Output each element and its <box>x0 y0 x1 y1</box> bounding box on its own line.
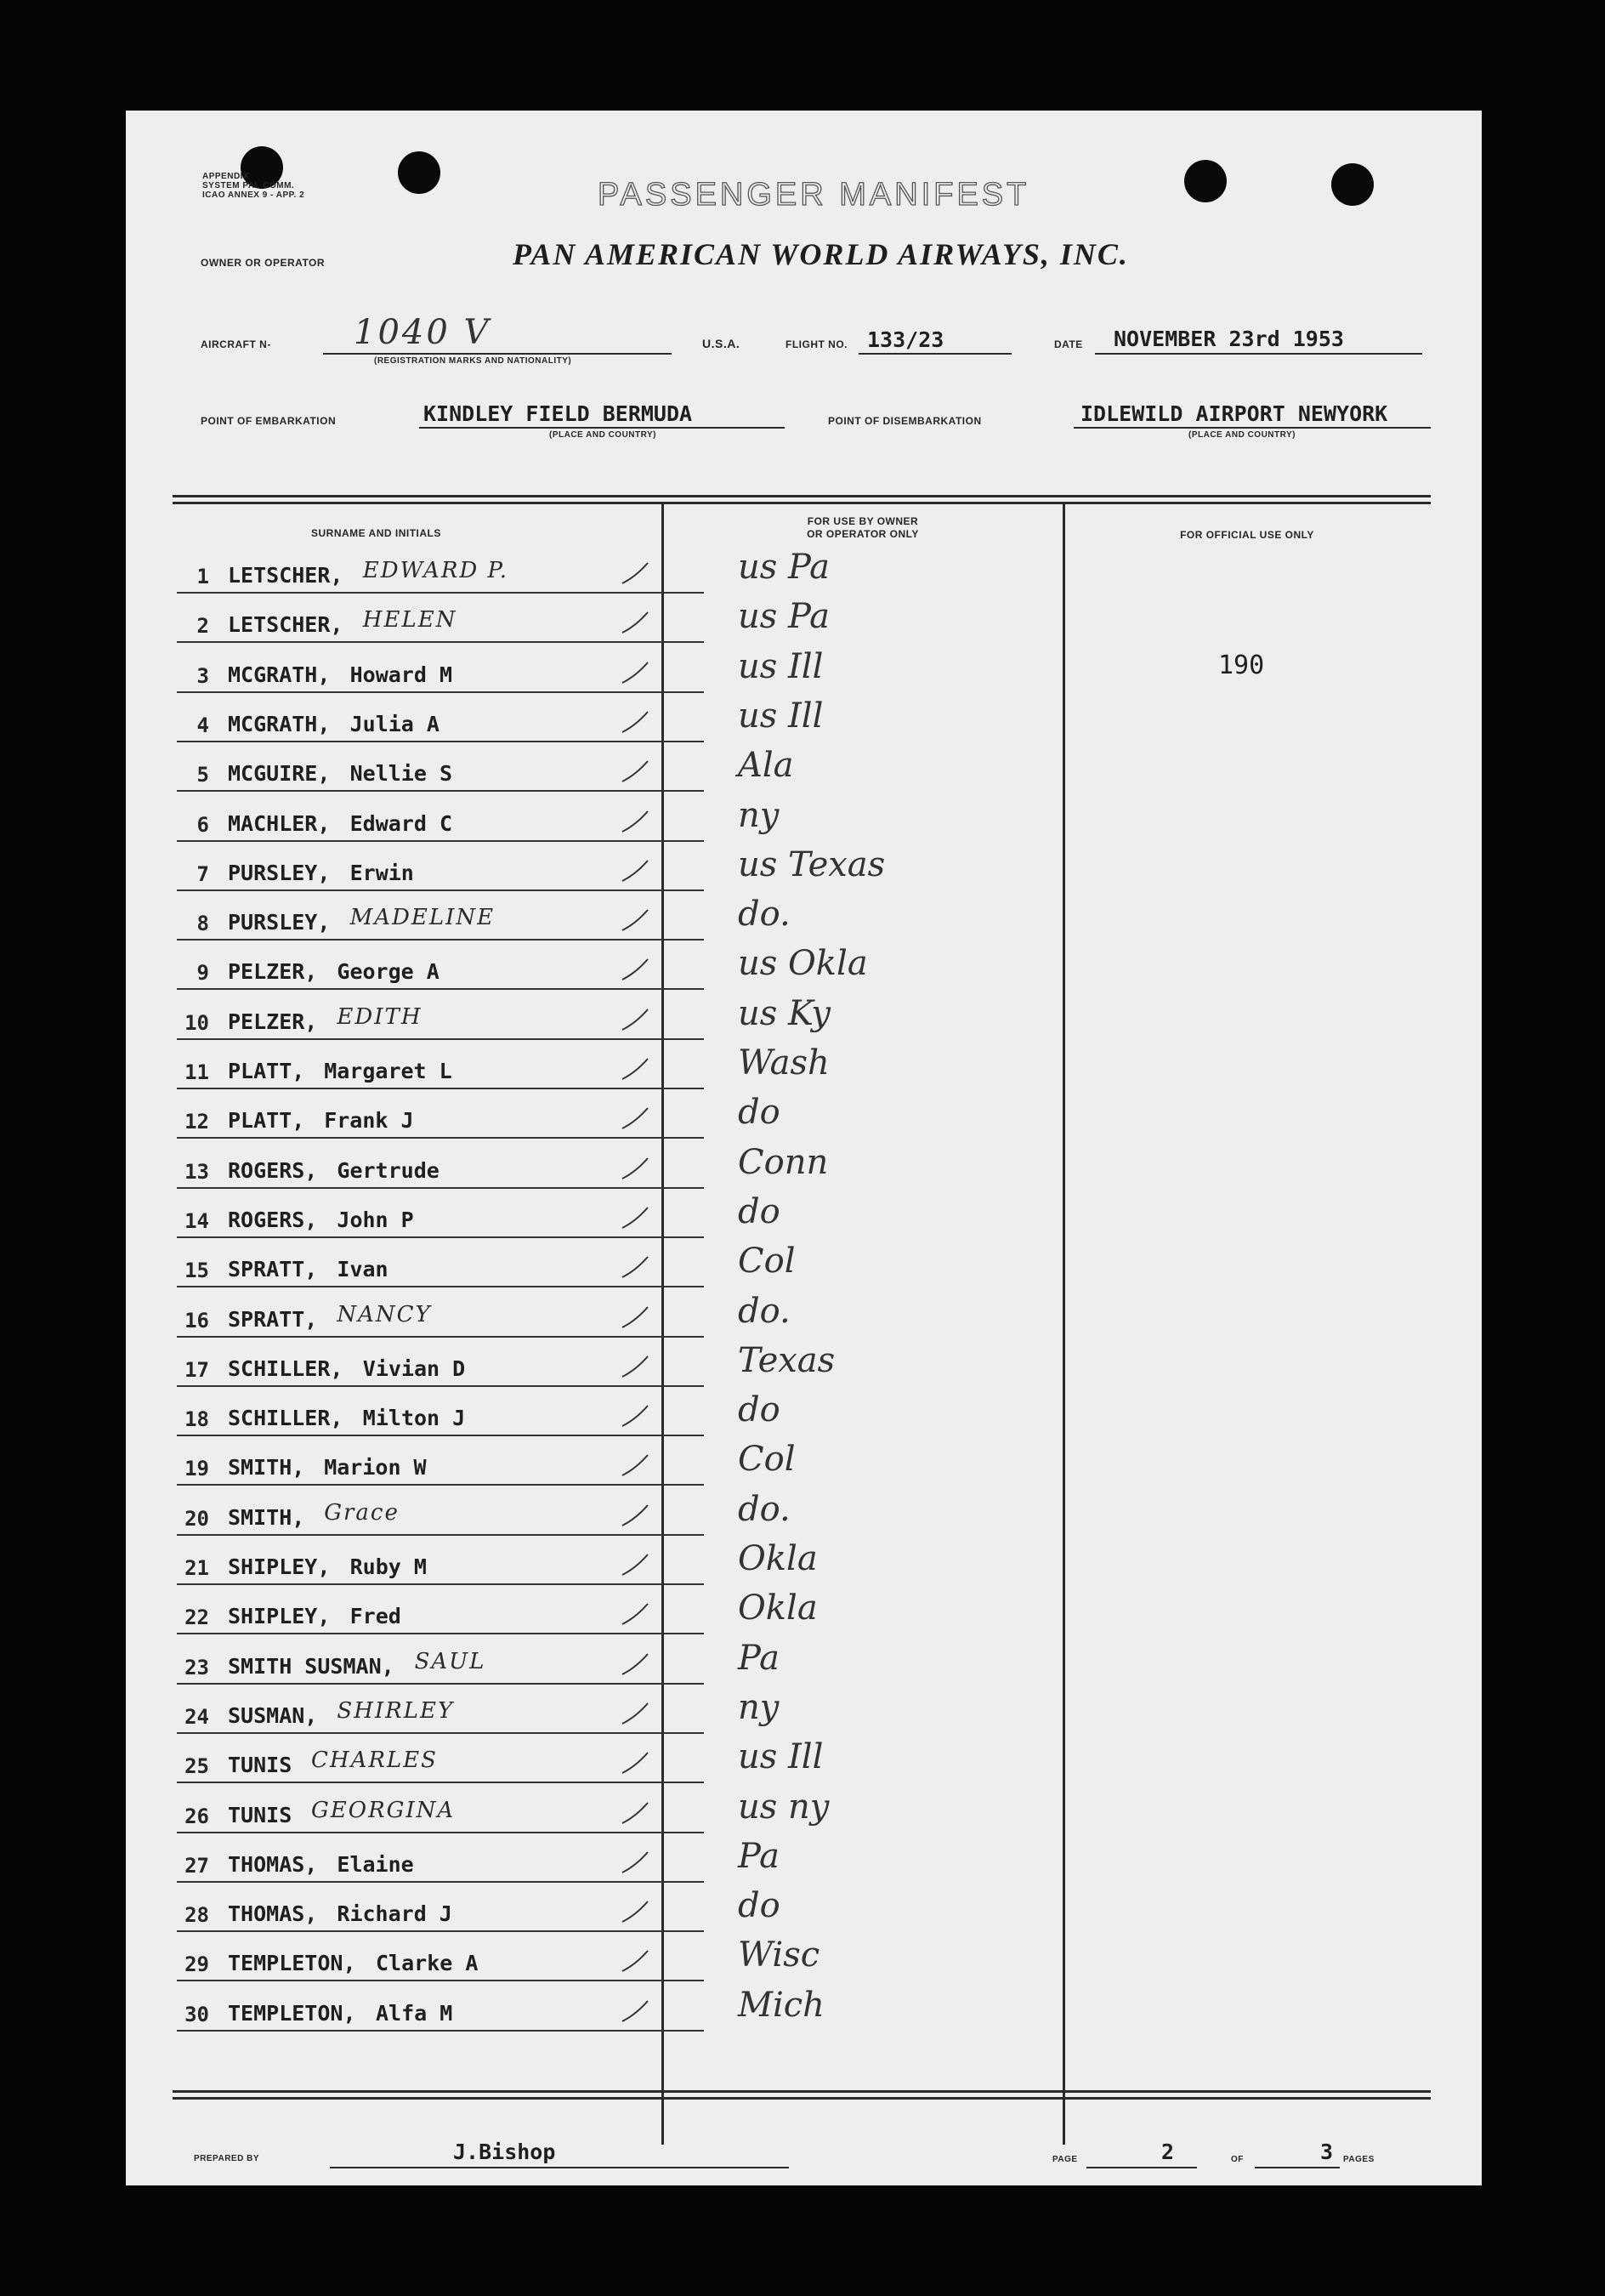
col-header-official: FOR OFFICIAL USE ONLY <box>1180 529 1314 541</box>
passenger-initials: SHIRLEY <box>337 1697 455 1724</box>
check-mark-icon <box>619 558 670 587</box>
passenger-origin: ny <box>738 1687 780 1727</box>
passenger-origin: Col <box>738 1440 796 1480</box>
row-number: 15 <box>184 1259 209 1283</box>
check-mark-icon <box>619 1698 670 1727</box>
passenger-initials: HELEN <box>362 607 457 634</box>
passenger-origin: us Okla <box>738 944 868 984</box>
row-number: 10 <box>184 1010 209 1035</box>
passenger-surname: THOMAS, <box>228 1901 318 1927</box>
registration-caption: (REGISTRATION MARKS AND NATIONALITY) <box>374 356 572 366</box>
col-header-owner-line1: FOR USE BY OWNER <box>807 515 919 527</box>
passenger-origin: Pa <box>738 1836 780 1876</box>
row-underline <box>177 2030 704 2032</box>
date-value: NOVEMBER 23rd 1953 <box>1114 327 1344 351</box>
form-ref-line: SYSTEM PAL COMM. <box>202 181 295 190</box>
row-number: 2 <box>196 614 209 639</box>
page-number: 2 <box>1161 2140 1175 2164</box>
row-number: 26 <box>184 1804 209 1828</box>
disembark-caption: (PLACE AND COUNTRY) <box>1188 430 1296 440</box>
table-row <box>126 1043 1482 1096</box>
of-label: OF <box>1231 2155 1244 2164</box>
passenger-initials: Marion W <box>324 1455 427 1480</box>
passenger-surname: TUNIS <box>228 1753 292 1778</box>
table-row <box>126 1242 1482 1294</box>
passenger-initials: MADELINE <box>349 905 496 931</box>
row-number: 27 <box>184 1853 209 1878</box>
row-number: 30 <box>184 2002 209 2026</box>
passenger-origin: us Pa <box>738 548 830 587</box>
row-number: 4 <box>196 713 209 737</box>
row-underline <box>177 1832 704 1833</box>
passenger-surname: PLATT, <box>228 1108 305 1134</box>
passenger-origin: Okla <box>738 1588 818 1628</box>
passenger-initials: EDWARD P. <box>362 558 509 583</box>
passenger-initials: Alfa M <box>376 2000 453 2026</box>
passenger-surname: SHIPLEY, <box>228 1604 331 1629</box>
table-row <box>126 1737 1482 1790</box>
check-mark-icon <box>619 707 670 736</box>
check-mark-icon <box>619 1946 670 1975</box>
row-number: 9 <box>196 961 209 986</box>
punch-hole <box>1331 163 1374 206</box>
passenger-surname: ROGERS, <box>228 1157 318 1183</box>
passenger-initials: Clarke A <box>376 1951 479 1976</box>
table-row <box>126 1093 1482 1145</box>
check-mark-icon <box>619 1599 670 1628</box>
passenger-initials: Nellie S <box>349 761 453 787</box>
embark-label: POINT OF EMBARKATION <box>201 415 337 427</box>
page-label: PAGE <box>1052 2155 1078 2164</box>
check-mark-icon <box>619 1450 670 1479</box>
passenger-initials: George A <box>337 959 440 985</box>
passenger-surname: SMITH SUSMAN, <box>228 1653 394 1679</box>
flight-value: 133/23 <box>867 327 944 352</box>
passenger-surname: LETSCHER, <box>228 563 343 588</box>
row-number: 11 <box>184 1060 209 1084</box>
disembark-label: POINT OF DISEMBARKATION <box>828 415 982 427</box>
check-mark-icon <box>619 1202 670 1231</box>
col-header-owner-line2: OR OPERATOR ONLY <box>807 528 919 540</box>
page-total: 3 <box>1320 2140 1334 2164</box>
row-underline <box>177 1683 704 1685</box>
usa-label: U.S.A. <box>702 337 740 350</box>
passenger-surname: SMITH, <box>228 1504 305 1530</box>
check-mark-icon <box>619 1054 670 1083</box>
check-mark-icon <box>619 756 670 785</box>
passenger-initials: Elaine <box>337 1851 414 1877</box>
row-underline <box>177 889 704 891</box>
passenger-initials: John P <box>337 1207 414 1232</box>
check-mark-icon <box>619 1996 670 2025</box>
table-row <box>126 1142 1482 1196</box>
passenger-surname: MCGUIRE, <box>228 761 331 787</box>
check-mark-icon <box>619 1103 670 1132</box>
row-underline <box>177 1187 704 1189</box>
passenger-surname: MCGRATH, <box>228 711 331 736</box>
row-number: 25 <box>184 1754 209 1779</box>
row-number: 16 <box>184 1308 209 1333</box>
passenger-origin: us Texas <box>738 844 886 884</box>
form-ref-line: APPENDIX <box>202 172 250 181</box>
prepared-value: J.Bishop <box>453 2140 556 2164</box>
row-number: 19 <box>184 1457 209 1481</box>
passenger-surname: MACHLER, <box>228 810 331 836</box>
table-row <box>126 696 1482 749</box>
passenger-origin: do. <box>738 1291 791 1331</box>
table-row <box>126 1588 1482 1641</box>
passenger-initials: NANCY <box>337 1301 432 1327</box>
row-underline <box>177 939 704 941</box>
form-reference <box>202 172 304 200</box>
row-underline <box>177 1881 704 1883</box>
row-underline <box>177 1137 704 1139</box>
embark-value: KINDLEY FIELD BERMUDA <box>423 401 693 426</box>
table-row <box>126 1191 1482 1245</box>
table-row <box>126 1787 1482 1840</box>
passenger-initials: Vivian D <box>362 1355 466 1381</box>
passenger-origin: Col <box>738 1242 796 1282</box>
check-mark-icon <box>619 954 670 983</box>
passenger-origin: us Ill <box>738 1737 824 1777</box>
passenger-origin: Conn <box>738 1142 829 1182</box>
passenger-origin: us ny <box>738 1787 830 1827</box>
table-row <box>126 844 1482 898</box>
table-row <box>126 944 1482 997</box>
table-row <box>126 1886 1482 1939</box>
table-row <box>126 1836 1482 1890</box>
passenger-surname: SHIPLEY, <box>228 1554 331 1579</box>
row-number: 12 <box>184 1110 209 1134</box>
check-mark-icon <box>619 1798 670 1827</box>
row-number: 23 <box>184 1655 209 1679</box>
row-underline <box>177 641 704 643</box>
check-mark-icon <box>619 1252 670 1281</box>
check-mark-icon <box>619 1153 670 1182</box>
row-underline <box>177 1782 704 1783</box>
row-number: 14 <box>184 1208 209 1233</box>
table-row <box>126 1489 1482 1543</box>
row-number: 1 <box>196 565 209 588</box>
passenger-surname: SCHILLER, <box>228 1355 343 1381</box>
form-ref-line: ICAO ANNEX 9 - APP. 2 <box>202 190 305 200</box>
passenger-surname: PELZER, <box>228 1009 318 1034</box>
row-underline <box>177 1633 704 1634</box>
disembark-value: IDLEWILD AIRPORT NEWYORK <box>1080 401 1388 426</box>
passenger-initials: Ruby M <box>349 1554 427 1579</box>
row-underline <box>177 1336 704 1338</box>
manifest-sheet <box>126 111 1482 2185</box>
row-underline <box>177 1286 704 1287</box>
row-number: 5 <box>196 763 209 787</box>
check-mark-icon <box>619 1401 670 1429</box>
table-row <box>126 1687 1482 1741</box>
passenger-initials: GEORGINA <box>311 1797 456 1823</box>
table-row <box>126 1440 1482 1492</box>
passenger-origin: do. <box>738 1489 791 1529</box>
passenger-surname: LETSCHER, <box>228 612 343 638</box>
check-mark-icon <box>619 1004 670 1033</box>
passenger-initials: Fred <box>349 1604 401 1629</box>
check-mark-icon <box>619 607 670 636</box>
table-row <box>126 746 1482 798</box>
row-number: 3 <box>196 663 209 688</box>
col-header-owner <box>663 515 1063 541</box>
embark-caption: (PLACE AND COUNTRY) <box>549 430 656 440</box>
row-number: 13 <box>184 1159 209 1184</box>
table-row <box>126 895 1482 947</box>
row-number: 24 <box>184 1704 209 1729</box>
table-row <box>126 795 1482 849</box>
passenger-initials: Howard M <box>349 662 453 687</box>
row-number: 28 <box>184 1903 209 1928</box>
passenger-surname: TEMPLETON, <box>228 2000 356 2026</box>
row-underline <box>177 1732 704 1734</box>
check-mark-icon <box>619 1500 670 1529</box>
passenger-origin: do <box>738 1390 780 1430</box>
passenger-surname: PELZER, <box>228 959 318 985</box>
row-underline <box>177 988 704 990</box>
check-mark-icon <box>619 806 670 835</box>
passenger-initials: Gertrude <box>337 1157 440 1183</box>
row-underline <box>177 1583 704 1585</box>
check-mark-icon <box>619 905 670 934</box>
passenger-origin: Pa <box>738 1638 780 1678</box>
check-mark-icon <box>619 1847 670 1876</box>
passenger-initials: EDITH <box>337 1003 423 1030</box>
row-number: 6 <box>196 812 209 837</box>
row-number: 18 <box>184 1407 209 1432</box>
row-underline <box>177 1930 704 1932</box>
row-underline <box>177 1088 704 1089</box>
row-number: 29 <box>184 1952 209 1977</box>
passenger-initials: Frank J <box>324 1108 414 1134</box>
passenger-surname: THOMAS, <box>228 1851 318 1877</box>
passenger-origin: Mich <box>738 1985 825 2025</box>
passenger-origin: Okla <box>738 1539 818 1578</box>
passenger-origin: Wisc <box>738 1935 820 1975</box>
passenger-origin: do <box>738 1886 780 1926</box>
check-mark-icon <box>619 1351 670 1380</box>
passenger-surname: SCHILLER, <box>228 1406 343 1431</box>
row-underline <box>177 840 704 842</box>
row-underline <box>177 741 704 742</box>
passenger-initials: Richard J <box>337 1901 452 1927</box>
passenger-origin: us Ill <box>738 696 824 736</box>
table-row <box>126 597 1482 650</box>
date-label: DATE <box>1054 338 1083 350</box>
row-number: 22 <box>184 1605 209 1630</box>
passenger-surname: PURSLEY, <box>228 910 331 935</box>
passenger-origin: us Ky <box>738 993 831 1033</box>
passenger-origin: Wash <box>738 1043 830 1083</box>
table-row <box>126 1390 1482 1443</box>
punch-hole <box>1184 160 1227 202</box>
passenger-surname: MCGRATH, <box>228 662 331 687</box>
prepared-label: PREPARED BY <box>194 2154 259 2163</box>
table-row <box>126 646 1482 700</box>
passenger-initials: SAUL <box>414 1648 486 1674</box>
aircraft-label: AIRCRAFT N- <box>201 338 271 350</box>
page-title: PASSENGER MANIFEST <box>598 177 1030 213</box>
passenger-surname: SMITH, <box>228 1455 305 1480</box>
flight-label: FLIGHT NO. <box>785 338 848 350</box>
check-mark-icon <box>619 1748 670 1776</box>
row-underline <box>177 1534 704 1536</box>
official-note: 190 <box>1218 651 1265 680</box>
punch-hole <box>398 151 440 194</box>
pages-label: PAGES <box>1343 2155 1375 2164</box>
passenger-initials: Milton J <box>362 1406 466 1431</box>
check-mark-icon <box>619 657 670 686</box>
table-row <box>126 1291 1482 1344</box>
passenger-origin: do. <box>738 895 791 935</box>
row-number: 7 <box>196 861 209 886</box>
passenger-origin: do <box>738 1093 780 1133</box>
table-row <box>126 548 1482 600</box>
row-underline <box>177 790 704 792</box>
row-number: 21 <box>184 1556 209 1580</box>
row-underline <box>177 1385 704 1387</box>
row-underline <box>177 1435 704 1436</box>
row-number: 20 <box>184 1506 209 1531</box>
passenger-initials: Margaret L <box>324 1059 452 1083</box>
check-mark-icon <box>619 1549 670 1578</box>
row-underline <box>177 1980 704 1981</box>
check-mark-icon <box>619 1649 670 1678</box>
table-row <box>126 1539 1482 1592</box>
passenger-surname: ROGERS, <box>228 1207 318 1232</box>
aircraft-value: 1040 V <box>354 313 491 352</box>
row-number: 8 <box>196 912 209 936</box>
passenger-origin: Texas <box>738 1340 836 1380</box>
passenger-surname: TUNIS <box>228 1802 292 1827</box>
passenger-initials: Ivan <box>337 1257 388 1282</box>
passenger-origin: Ala <box>738 746 794 786</box>
passenger-origin: us Pa <box>738 597 830 637</box>
table-row <box>126 1985 1482 2038</box>
passenger-initials: Edward C <box>349 810 453 836</box>
table-row <box>126 1935 1482 1988</box>
row-underline <box>177 1484 704 1486</box>
table-row <box>126 1340 1482 1394</box>
passenger-origin: do <box>738 1191 780 1231</box>
passenger-surname: PLATT, <box>228 1059 305 1083</box>
passenger-surname: SPRATT, <box>228 1257 318 1282</box>
passenger-surname: TEMPLETON, <box>228 1951 356 1976</box>
check-mark-icon <box>619 855 670 884</box>
col-header-surname: SURNAME AND INITIALS <box>311 527 441 539</box>
passenger-initials: Grace <box>324 1499 400 1526</box>
owner-value: PAN AMERICAN WORLD AIRWAYS, INC. <box>513 237 1129 271</box>
passenger-initials: CHARLES <box>311 1748 438 1774</box>
passenger-surname: SPRATT, <box>228 1306 318 1332</box>
check-mark-icon <box>619 1896 670 1925</box>
passenger-surname: PURSLEY, <box>228 860 331 885</box>
row-underline <box>177 691 704 693</box>
passenger-origin: ny <box>738 795 780 835</box>
table-row <box>126 993 1482 1047</box>
check-mark-icon <box>619 1302 670 1331</box>
passenger-initials: Erwin <box>349 860 414 885</box>
row-underline <box>177 1236 704 1238</box>
passenger-surname: SUSMAN, <box>228 1702 318 1728</box>
owner-label: OWNER OR OPERATOR <box>201 257 326 269</box>
row-underline <box>177 592 704 594</box>
passenger-origin: us Ill <box>738 646 824 686</box>
row-number: 17 <box>184 1357 209 1382</box>
row-underline <box>177 1038 704 1040</box>
table-row <box>126 1638 1482 1691</box>
passenger-initials: Julia A <box>349 711 440 736</box>
